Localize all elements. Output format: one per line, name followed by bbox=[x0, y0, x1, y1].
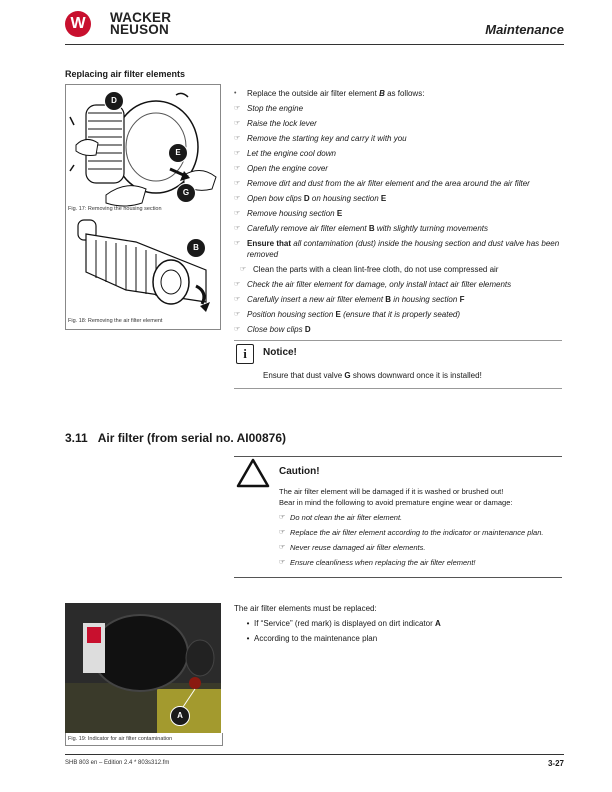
hand-pointer-icon: ☞ bbox=[279, 544, 286, 551]
hand-pointer-icon: ☞ bbox=[279, 529, 286, 536]
fig18-illustration bbox=[66, 214, 218, 314]
step-subitem: ☞ Clean the parts with a clean lint-free cloth, do not use compressed air bbox=[234, 262, 564, 277]
caution-top-divider bbox=[234, 456, 562, 457]
hand-pointer-icon: ☞ bbox=[234, 296, 241, 303]
caution-item: ☞ Replace the air filter element according to the indicator or maintenance plan. bbox=[279, 525, 569, 540]
footer-edition: SHB 803 en – Edition 2.4 * 803s312.fm bbox=[65, 760, 170, 766]
step-item: ☞ Let the engine cool down bbox=[234, 146, 564, 161]
step-item: ☞ Remove the starting key and carry it with you bbox=[234, 131, 564, 146]
replace-bullet: • According to the maintenance plan bbox=[246, 634, 378, 643]
warning-triangle-icon bbox=[236, 458, 270, 488]
hand-pointer-icon: ☞ bbox=[240, 266, 247, 273]
step-item: ☞ Remove housing section E bbox=[234, 206, 564, 221]
step-item: ☞ Open the engine cover bbox=[234, 161, 564, 176]
hand-pointer-icon: ☞ bbox=[234, 135, 241, 142]
step-item: ☞ Raise the lock lever bbox=[234, 116, 564, 131]
page-section-title: Maintenance bbox=[485, 22, 564, 37]
hand-pointer-icon: ☞ bbox=[279, 559, 286, 566]
step-item: ☞ Stop the engine bbox=[234, 101, 564, 116]
notice-title: Notice! bbox=[263, 347, 297, 358]
hand-pointer-icon: ☞ bbox=[234, 180, 241, 187]
replace-bullet: • If “Service” (red mark) is displayed on dirt indicator A bbox=[246, 619, 441, 628]
hand-pointer-icon: ☞ bbox=[279, 514, 286, 521]
brand-line-1: WACKER bbox=[110, 10, 172, 25]
callout-B: B bbox=[186, 238, 206, 258]
hand-pointer-icon: ☞ bbox=[234, 326, 241, 333]
step-item: ☞ Ensure that all contamination (dust) inside the housing section and dust valve has been removed bbox=[234, 239, 560, 259]
step-item: ☞ Carefully remove air filter element B with slightly turning movements bbox=[234, 221, 564, 236]
notice-text: Ensure that dust valve G shows downward once it is installed! bbox=[263, 371, 482, 380]
fig18-caption: Fig. 18: Removing the air filter element bbox=[68, 318, 163, 324]
step-item: ☞ Close bow clips D bbox=[234, 322, 564, 337]
step-item: ☞ Remove dirt and dust from the air filter element and the area around the air filter bbox=[234, 176, 564, 191]
replace-intro: The air filter elements must be replaced: bbox=[234, 604, 377, 613]
subheading: Replacing air filter elements bbox=[65, 69, 186, 79]
caution-line: Bear in mind the following to avoid premature engine wear or damage: bbox=[279, 498, 513, 507]
hand-pointer-icon: ☞ bbox=[234, 240, 241, 247]
step-item: ☞ Position housing section E (ensure that it is properly seated) bbox=[234, 307, 564, 322]
step-item: ☞ Check the air filter element for damage, only install intact air filter elements bbox=[234, 277, 564, 292]
notice-top-divider bbox=[234, 340, 562, 341]
hand-pointer-icon: ☞ bbox=[234, 311, 241, 318]
callout-E: E bbox=[168, 143, 188, 163]
caution-title: Caution! bbox=[279, 466, 320, 477]
caution-body bbox=[279, 486, 569, 570]
replace-conditions bbox=[234, 601, 564, 646]
caution-item: ☞ Ensure cleanliness when replacing the air filter element! bbox=[279, 555, 569, 570]
caution-item: ☞ Never reuse damaged air filter elements. bbox=[279, 540, 569, 555]
caution-line: The air filter element will be damaged if it is washed or brushed out! bbox=[279, 487, 504, 496]
info-icon: i bbox=[236, 344, 254, 364]
brand-line-2: NEUSON bbox=[110, 22, 169, 37]
callout-A: A bbox=[170, 706, 190, 726]
hand-pointer-icon: ☞ bbox=[234, 225, 241, 232]
brand-logo-letter: W bbox=[70, 15, 86, 32]
procedure-steps bbox=[234, 86, 564, 337]
step-item: ☞ Open bow clips D on housing section E bbox=[234, 191, 564, 206]
hand-pointer-icon: ☞ bbox=[234, 165, 241, 172]
fig17-caption: Fig. 17: Removing the housing section bbox=[68, 206, 162, 212]
section-heading: 3.11 Air filter (from serial no. AI00876) bbox=[65, 431, 286, 445]
hand-pointer-icon: ☞ bbox=[234, 281, 241, 288]
brand-logo-text bbox=[110, 12, 171, 36]
page-number: 3-27 bbox=[547, 759, 564, 768]
caution-item: ☞ Do not clean the air filter element. bbox=[279, 510, 569, 525]
hand-pointer-icon: ☞ bbox=[234, 210, 241, 217]
hand-pointer-icon: ☞ bbox=[234, 195, 241, 202]
callout-D: D bbox=[104, 91, 124, 111]
step-intro: • Replace the outside air filter element B as follows: bbox=[234, 89, 425, 98]
hand-pointer-icon: ☞ bbox=[234, 150, 241, 157]
header-divider bbox=[65, 44, 564, 45]
hand-pointer-icon: ☞ bbox=[234, 120, 241, 127]
caution-bottom-divider bbox=[234, 577, 562, 578]
step-item: ☞ Carefully insert a new air filter element B in housing section F bbox=[234, 292, 564, 307]
callout-G: G bbox=[176, 183, 196, 203]
fig19-photo bbox=[65, 603, 221, 733]
air-filter-photo-illustration bbox=[65, 603, 221, 733]
footer-divider bbox=[65, 754, 564, 755]
hand-pointer-icon: ☞ bbox=[234, 105, 241, 112]
fig19-caption: Fig. 19: Indicator for air filter contamination bbox=[68, 736, 173, 742]
notice-bottom-divider bbox=[234, 388, 562, 389]
